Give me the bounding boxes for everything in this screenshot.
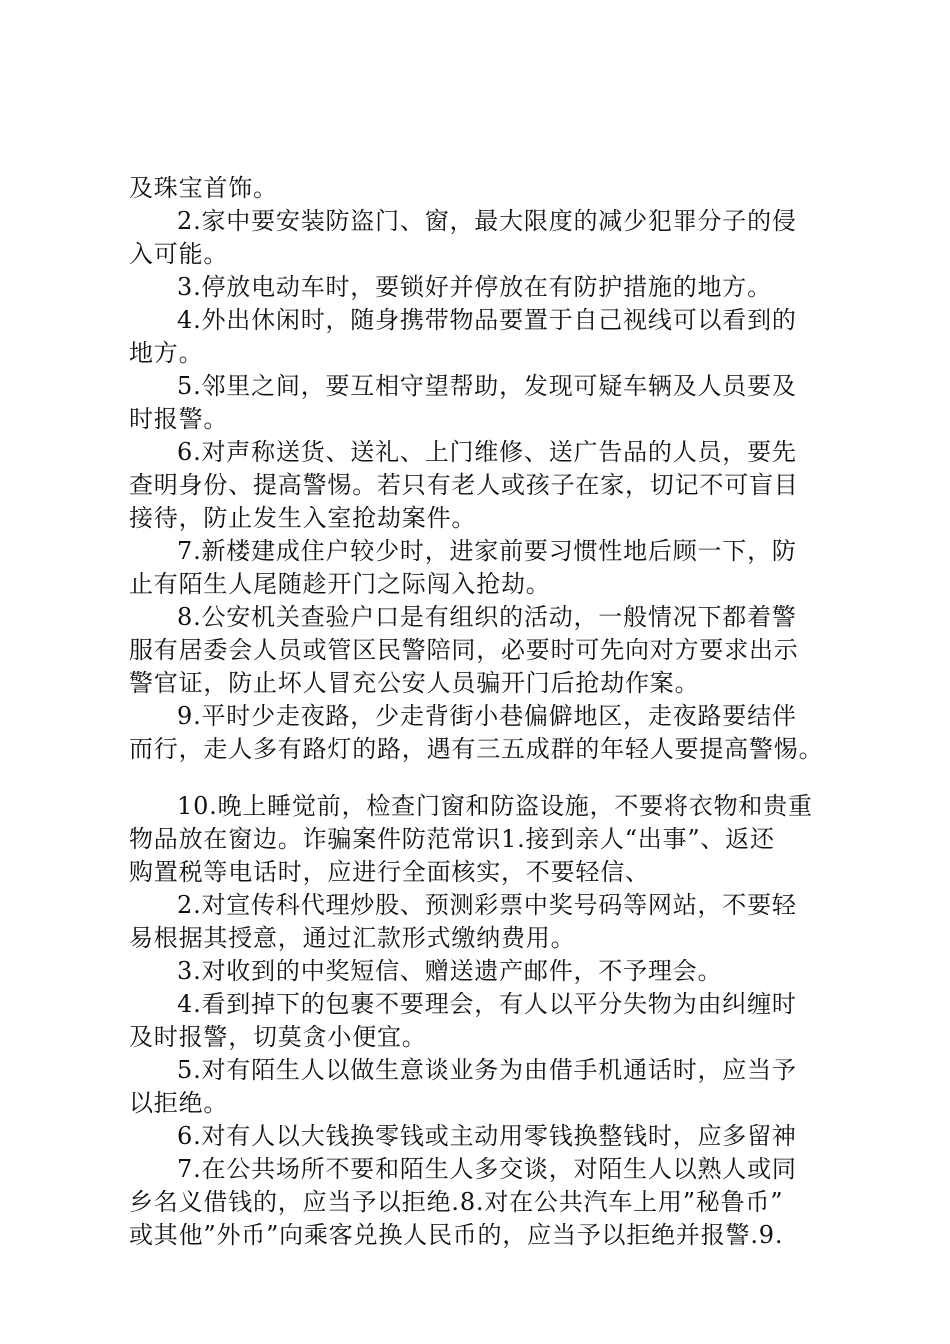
list-item-5-line-1: 5.邻里之间，要互相守望帮助，发现可疑车辆及人员要及 (177, 372, 797, 400)
list-item-10-line-1: 10.晚上睡觉前，检查门窗和防盗设施，不要将衣物和贵重 (177, 792, 813, 820)
list-item-7-line-2: 止有陌生人尾随趁开门之际闯入抢劫。 (129, 570, 551, 598)
fraud-item-5-line-2: 以拒绝。 (129, 1089, 229, 1117)
list-item-9-line-2: 而行，走人多有路灯的路，遇有三五成群的年轻人要提高警惕。 (129, 735, 824, 763)
list-item-6-line-2: 查明身份、提高警惕。若只有老人或孩子在家，切记不可盲目 (129, 471, 799, 499)
fraud-item-6: 6.对有人以大钱换零钱或主动用零钱换整钱时，应多留神 (177, 1122, 797, 1150)
list-item-5-line-2: 时报警。 (129, 405, 229, 433)
list-item-2-line-1: 2.家中要安装防盗门、窗，最大限度的减少犯罪分子的侵 (177, 207, 797, 235)
fraud-item-2-line-2: 易根据其授意，通过汇款形式缴纳费用。 (129, 924, 576, 952)
paragraph-gap (129, 766, 831, 790)
list-item-8-line-1: 8.公安机关查验户口是有组织的活动，一般情况下都着警 (177, 603, 797, 631)
list-item-6-line-3: 接待，防止发生入室抢劫案件。 (129, 504, 477, 532)
list-item-3: 3.停放电动车时，要锁好并停放在有防护措施的地方。 (177, 273, 772, 301)
fraud-item-4-line-1: 4.看到掉下的包裹不要理会，有人以平分失物为由纠缠时 (177, 990, 797, 1018)
fraud-item-7-line-2: 乡名义借钱的，应当予以拒绝.8.对在公共汽车上用”秘鲁币” (129, 1188, 784, 1216)
fraud-item-7-line-1: 7.在公共场所不要和陌生人多交谈，对陌生人以熟人或同 (177, 1155, 797, 1183)
fraud-item-5-line-1: 5.对有陌生人以做生意谈业务为由借手机通话时，应当予 (177, 1056, 797, 1084)
list-item-8-line-2: 服有居委会人员或管区民警陪同，必要时可先向对方要求出示 (129, 636, 799, 664)
list-item-4-line-1: 4.外出休闲时，随身携带物品要置于自己视线可以看到的 (177, 306, 797, 334)
fraud-item-7-line-3: 或其他”外币”向乘客兑换人民币的，应当予以拒绝并报警.9. (129, 1221, 784, 1249)
document-body (129, 172, 831, 1252)
list-item-4-line-2: 地方。 (129, 339, 204, 367)
fraud-item-2-line-1: 2.对宣传科代理炒股、预测彩票中奖号码等网站，不要轻 (177, 891, 797, 919)
list-item-7-line-1: 7.新楼建成住户较少时，进家前要习惯性地后顾一下，防 (177, 537, 797, 565)
list-item-10-line-3: 购置税等电话时，应进行全面核实，不要轻信、 (129, 858, 650, 886)
list-item-10-line-2: 物品放在窗边。诈骗案件防范常识1.接到亲人“出事”、返还 (129, 825, 775, 853)
list-item-6-line-1: 6.对声称送货、送礼、上门维修、送广告品的人员，要先 (177, 438, 797, 466)
fraud-item-4-line-2: 及时报警，切莫贪小便宜。 (129, 1023, 427, 1051)
list-item-8-line-3: 警官证，防止坏人冒充公安人员骗开门后抢劫作案。 (129, 669, 700, 697)
fraud-item-3: 3.对收到的中奖短信、赠送遗产邮件，不予理会。 (177, 957, 723, 985)
text-line: 及珠宝首饰。 (129, 174, 278, 202)
list-item-2-line-2: 入可能。 (129, 240, 229, 268)
list-item-9-line-1: 9.平时少走夜路，少走背街小巷偏僻地区，走夜路要结伴 (177, 702, 797, 730)
